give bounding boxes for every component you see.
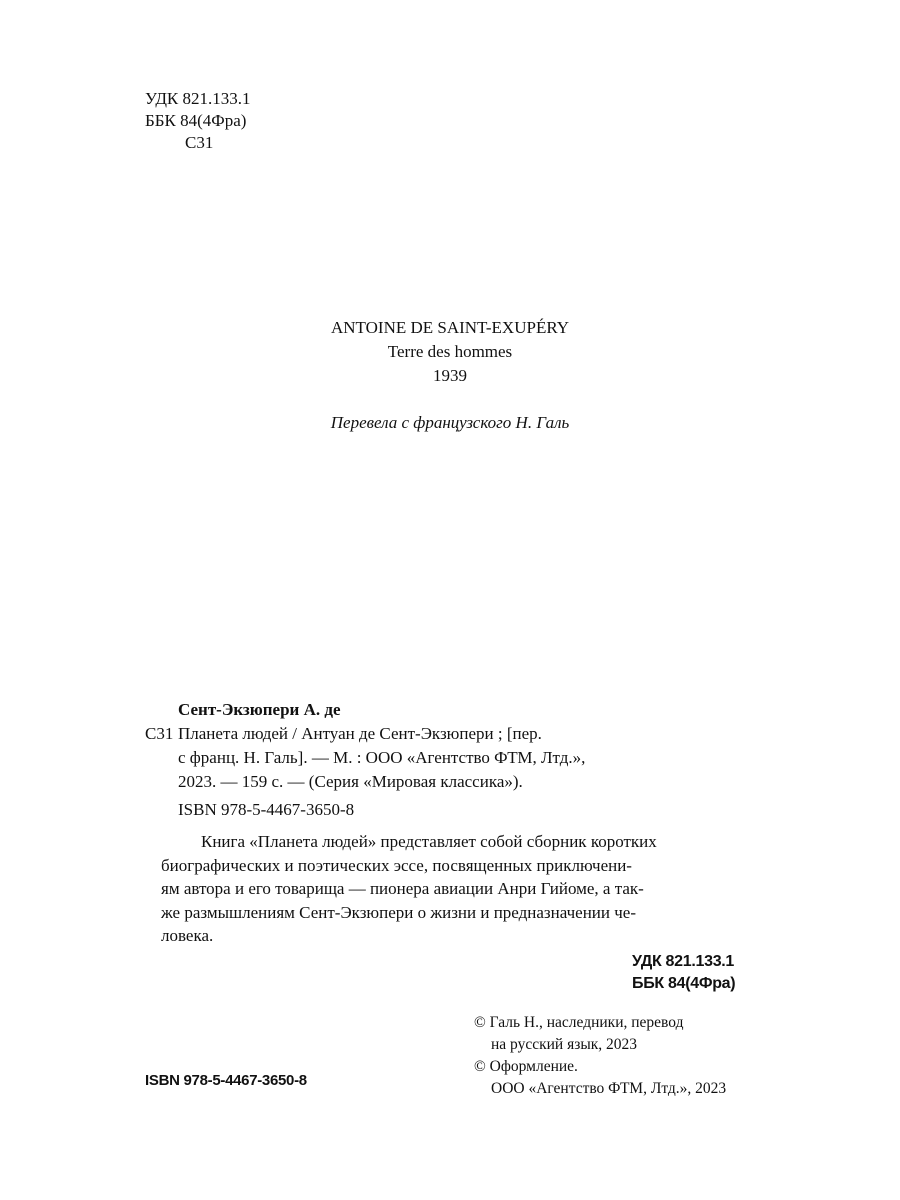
catalog-card xyxy=(145,698,747,948)
bbk-code-bold: ББК 84(4Фра) xyxy=(632,975,736,992)
isbn-footer: ISBN 978-5-4467-3650-8 xyxy=(145,1072,307,1089)
bib-line: Планета людей / Антуан де Сент-Экзюпери ; [пер. xyxy=(178,724,542,743)
copyright-line: ООО «Агентство ФТМ, Лтд.», 2023 xyxy=(491,1080,727,1097)
abstract-line: ловека. xyxy=(161,926,214,945)
author-code: С31 xyxy=(185,133,214,152)
udk-code-bold: УДК 821.133.1 xyxy=(632,953,735,970)
udk-block xyxy=(632,951,735,995)
card-author-code: С31 xyxy=(145,724,174,743)
abstract-line: биографических и поэтических эссе, посвященных приключени- xyxy=(161,855,632,875)
card-abstract xyxy=(145,830,747,948)
abstract-line: же размышлениям Сент-Экзюпери о жизни и предназначении че- xyxy=(161,902,636,922)
classification-header xyxy=(145,88,251,154)
bib-line: 2023. — 159 с. — (Серия «Мировая классика»). xyxy=(178,772,523,791)
original-author: ANTOINE DE SAINT-EXUPÉRY xyxy=(331,318,569,337)
copyright-line: © Оформление. xyxy=(474,1058,578,1075)
udk-code: УДК 821.133.1 xyxy=(145,89,251,108)
original-year: 1939 xyxy=(433,366,467,385)
copyright-line: на русский язык, 2023 xyxy=(491,1036,638,1053)
bib-line: с франц. Н. Галь]. — М. : ООО «Агентство ФТМ, Лтд.», xyxy=(178,748,586,767)
translator-credit: Перевела с французского Н. Галь xyxy=(330,413,570,432)
card-isbn: ISBN 978-5-4467-3650-8 xyxy=(178,800,355,819)
copyright-line: © Галь Н., наследники, перевод xyxy=(474,1014,684,1031)
bbk-code: ББК 84(4Фра) xyxy=(145,111,247,130)
bibliographic-description xyxy=(145,722,747,794)
copyright-block xyxy=(474,1012,726,1100)
original-edition-block xyxy=(0,316,900,388)
abstract-line: ям автора и его товарища — пионера авиации Анри Гийоме, а так- xyxy=(161,879,644,898)
original-title: Terre des hommes xyxy=(387,342,513,361)
card-author: Сент-Экзюпери А. де xyxy=(178,700,341,719)
abstract-line: Книга «Планета людей» представляет собой сборник коротких xyxy=(201,832,657,851)
